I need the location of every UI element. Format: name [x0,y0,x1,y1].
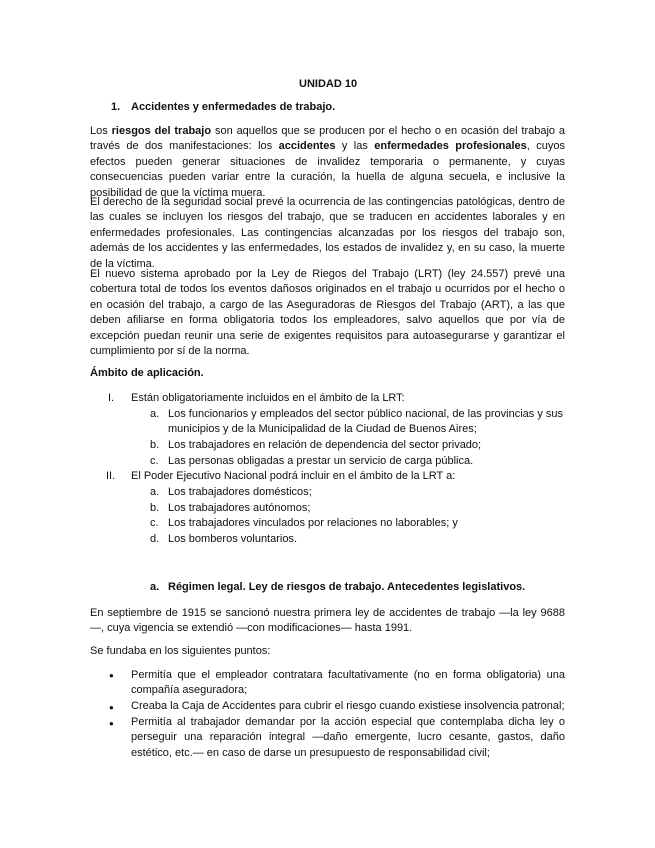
sublist-letter: d. [150,533,160,545]
sublist-item: Los bomberos voluntarios. [168,533,298,545]
bullet-item: Permitía al trabajador demandar por la acción especial que contemplaba dicha ley o perseguir una reparación integral —daño emergente, lucro cesante, gastos, daño estético, etc.— en caso de darse un presupuesto de responsabilidad civil; [131,716,565,759]
paragraph-puntos: Se fundaba en los siguientes puntos: [90,645,271,657]
sublist-letter: b. [150,502,160,514]
paragraph-seguridad-social: El derecho de la seguridad social prevé la ocurrencia de las contingencias patológicas, dentro de las cuales se incluyen los riesgos del trabajo, que se traducen en accidentes laborales y en enfermedades profesionales. Las contingencias alcanzadas por los riesgos del trabajo son, además de los accidentes y las enfermedades, los estados de invalidez y, en su caso, la muerte de la víctima. [90,196,565,270]
list-text-i: Están obligatoriamente incluidos en el ámbito de la LRT: [131,392,405,404]
sublist-item: Las personas obligadas a prestar un servicio de carga pública. [168,455,474,467]
sublist-item: Los trabajadores vinculados por relaciones no laborables; y [168,517,458,529]
regimen-letter: a. [150,581,160,593]
bullet-icon: ● [109,719,114,728]
bullet-item: Creaba la Caja de Accidentes para cubrir el riesgo cuando existiese insolvencia patronal; [131,700,565,712]
regimen-heading: Régimen legal. Ley de riesgos de trabajo. Antecedentes legislativos. [168,581,526,593]
bullet-icon: ● [109,671,114,680]
sublist-item: Los trabajadores domésticos; [168,486,312,498]
sublist-item: Los funcionarios y empleados del sector público nacional, de las provincias y sus [168,408,563,420]
section-number: 1. [111,101,121,113]
page-title: UNIDAD 10 [299,78,358,90]
sublist-letter: a. [150,486,160,498]
ambito-heading: Ámbito de aplicación. [90,367,204,379]
list-number-i: I. [108,392,115,404]
sublist-letter: c. [150,455,159,467]
sublist-item: Los trabajadores en relación de dependencia del sector privado; [168,439,482,451]
paragraph-ley-9688: En septiembre de 1915 se sancionó nuestra primera ley de accidentes de trabajo —la ley 9688—, cuya vigencia se extendió —con modificaciones— hasta 1991. [90,607,565,635]
sublist-item-continued: municipios y de la Municipalidad de la Ciudad de Buenos Aires; [168,423,477,435]
bullet-item: Permitía que el empleador contratara facultativamente (no en forma obligatoria) una compañía aseguradora; [131,669,565,697]
list-number-ii: II. [106,470,116,482]
sublist-letter: c. [150,517,159,529]
sublist-letter: b. [150,439,160,451]
paragraph-nuevo-sistema: El nuevo sistema aprobado por la Ley de Riegos del Trabajo (LRT) (ley 24.557) prevé una cobertura total de todos los eventos dañosos originados en el trabajo u ocurridos por el hecho o en ocasión del trabajo, a cargo de las Aseguradoras de Riesgos del Trabajo (ART), a las que deben afiliarse en forma obligatoria todos los empleadores, salvo aquellos que por vía de excepción puedan reunir una serie de exigentes requisitos para autoasegurarse y garantizar el cumplimiento por sí de la norma. [90,268,565,358]
sublist-letter: a. [150,408,160,420]
paragraph-riesgos: Los riesgos del trabajo son aquellos que se producen por el hecho o en ocasión del trabajo a través de dos manifestaciones: los accidentes y las enfermedades profesionales, cuyos efectos pueden generar situaciones de invalidez temporaria o permanente, y cuyas consecuencias pueden variar entre la curación, la huella de alguna secuela, e inclusive la posibilidad de que la víctima muera. [90,125,566,199]
bullet-icon: ● [109,703,114,712]
sublist-item: Los trabajadores autónomos; [168,502,311,514]
list-text-ii: El Poder Ejecutivo Nacional podrá incluir en el ámbito de la LRT a: [131,470,456,482]
section-heading: Accidentes y enfermedades de trabajo. [131,101,336,113]
